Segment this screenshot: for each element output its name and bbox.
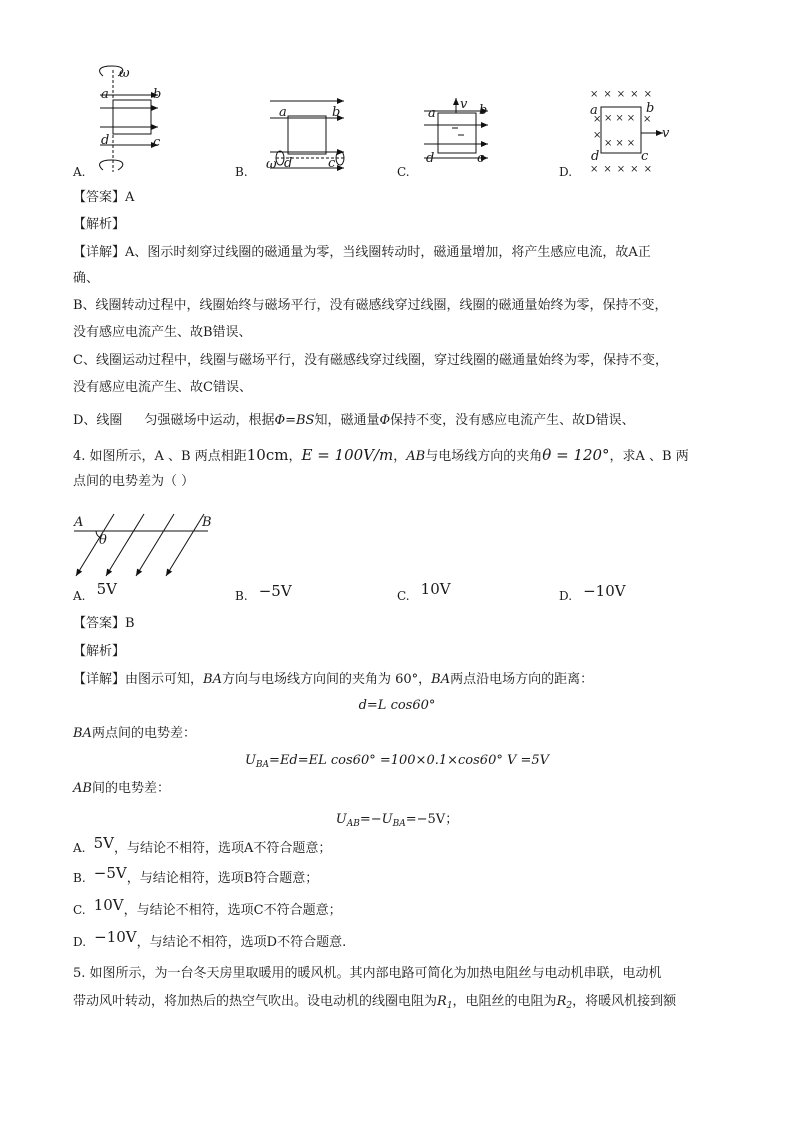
q3-detail-line4 [73, 412, 635, 430]
q3-detail-line2b: 没有感应电流产生、故B错误、 [73, 325, 252, 340]
option-label: A. [73, 841, 86, 855]
option-text: ，与结论不相符，选项D不符合题意. [136, 935, 347, 950]
q4-solution-d [73, 928, 347, 952]
q4-pd-label [73, 725, 196, 743]
q3-analysis-tag: 【解析】 [73, 217, 126, 232]
option-label: D. [73, 935, 87, 949]
q3-option-b: B. [235, 165, 248, 179]
q4-option-c [397, 580, 451, 604]
answer-tag: 【答案】 [73, 616, 126, 631]
text: 4. 如图所示，A 、B 两点相距 [73, 449, 247, 464]
option-value: 5V [93, 834, 115, 852]
option-value: 5V [96, 580, 117, 598]
cross-mark: × [630, 89, 644, 100]
option-value: 10V [420, 580, 451, 598]
q4-solution-c [73, 896, 342, 920]
fig-c-label-v: v [460, 97, 468, 112]
fig-d-right-cross1: × [643, 114, 652, 125]
fig-d-label-b: b [646, 101, 655, 116]
cross-mark: × [590, 164, 604, 175]
r1-symbol: R [437, 994, 447, 1009]
distance: 10cm [246, 446, 289, 464]
q4-option-d [559, 582, 626, 604]
q4-answer-line [73, 615, 135, 633]
option-label: B. [73, 871, 86, 885]
equation: =−5V； [405, 812, 459, 827]
text: 知，磁通量 [314, 413, 380, 428]
fig-a-label-b: b [153, 87, 162, 102]
text: ，电阻丝的电阻为 [452, 994, 557, 1009]
option-label: D. [559, 589, 573, 603]
text: 间的电势差： [91, 781, 170, 796]
cross-mark: × [643, 89, 657, 100]
q4-stem-line1 [73, 446, 689, 466]
fig-d-left-cross1: × [593, 114, 602, 125]
equation: =−U [359, 812, 393, 827]
text: 与电场线方向的夹角 [425, 449, 543, 464]
angle: θ = 120° [542, 446, 610, 464]
q4-option-a [73, 580, 117, 604]
q3-option-d: D. [559, 165, 573, 179]
fig-b-label-d: d [284, 156, 293, 171]
q3-detail-line1 [73, 244, 651, 262]
cross-mark: × [616, 164, 631, 175]
fig-d-label-v: v [662, 126, 670, 141]
u-subscript: BA [255, 760, 270, 770]
q4-solution-b [73, 864, 319, 888]
text: ，将暖风机接到额 [572, 994, 677, 1009]
option-text: ，与结论不相符，选项C不符合题意； [123, 903, 342, 918]
fig-d-label-a: a [590, 103, 598, 118]
q3-detail-line2: B、线圈转动过程中，线圈始终与磁场平行，没有磁感线穿过线圈，线圈的磁通量始终为零，保持不变， [73, 298, 668, 313]
text: 两点沿电场方向的距离： [450, 672, 594, 687]
q3-detail-line3b: 没有感应电流产生、故C错误、 [73, 380, 252, 395]
u-subscript: AB [346, 819, 360, 829]
cross-mark: × [604, 138, 616, 149]
option-value: −10V [583, 582, 626, 600]
fig-b-label-c: c [328, 156, 336, 171]
q4-option-b [235, 582, 292, 604]
fig-a-omega: ω [119, 66, 130, 81]
cross-mark: × [615, 138, 627, 149]
ab: AB [73, 781, 92, 796]
cross-mark: × [590, 89, 604, 100]
fig-d-left-cross2: × [593, 130, 602, 141]
text: D、线圈 [73, 413, 123, 428]
fig-b-label-b: b [332, 105, 341, 120]
cross-mark: × [626, 138, 639, 149]
q4-eq-distance: d=L cos60° [358, 698, 436, 713]
cross-mark: × [604, 113, 616, 124]
cross-mark: × [615, 113, 627, 124]
u-symbol: U [244, 753, 256, 768]
fig-d-label-c: c [641, 149, 649, 164]
q4-analysis-tag: 【解析】 [73, 644, 126, 659]
cross-mark: × [630, 164, 644, 175]
text: ， [288, 449, 302, 464]
text: 保持不变，没有感应电流产生、故D错误、 [390, 413, 635, 428]
ba: BA [73, 726, 92, 741]
option-text: ，与结论不相符，选项A不符合题意； [114, 841, 332, 856]
answer-value: A [125, 190, 135, 205]
q3-option-c: C. [397, 165, 410, 179]
text: ，求A 、B 两 [609, 449, 689, 464]
cross-mark: × [616, 89, 631, 100]
phi-symbol: Φ [379, 413, 391, 428]
cross-mark: × [603, 89, 617, 100]
option-text: ，与结论相符，选项B符合题意； [126, 871, 319, 886]
q3-detail-line1b: 确、 [73, 271, 100, 286]
fig-d-crosses-bottom [590, 164, 662, 176]
u-symbol: U [335, 812, 347, 827]
text: 方向与电场线方向间的夹角为 60°， [221, 672, 432, 687]
q4-fig-theta: θ [99, 533, 107, 548]
formula: Φ=BS [274, 413, 315, 428]
r2-symbol: R [556, 994, 567, 1009]
ab: AB [406, 449, 426, 464]
fig-c-label-c: c [477, 151, 485, 166]
r1-subscript: 1 [446, 1001, 453, 1011]
q3-detail-line3: C、线圈运动过程中，线圈与磁场平行，没有磁感线穿过线圈，穿过线圈的磁通量始终为零，保持不变， [73, 353, 668, 368]
fig-d-inner-row1 [604, 113, 640, 125]
q4-fig-label-b: B [202, 515, 212, 530]
q5-line1: 5. 如图所示，为一台冬天房里取暖用的暖风机。其内部电路可简化为加热电阻丝与电动机串联，电动机 [73, 966, 662, 981]
option-label: A. [73, 589, 86, 603]
q3-answer-line [73, 189, 134, 207]
option-value: −5V [93, 864, 127, 882]
option-value: −10V [94, 928, 137, 946]
text: 由图示可知， [125, 672, 204, 687]
option-label: C. [397, 589, 410, 603]
q5-line2 [73, 993, 676, 1015]
option-value: −5V [258, 582, 292, 600]
fig-b-label-a: a [279, 105, 287, 120]
q4-ab-label [73, 780, 170, 798]
detail-tag: 【详解】 [73, 672, 126, 687]
answer-value: B [125, 616, 135, 631]
option-label: B. [235, 589, 248, 603]
u-subscript: BA [392, 819, 406, 829]
q3-figures [0, 0, 794, 185]
q3-option-a: A. [73, 165, 86, 179]
q4-eq-uab [0, 808, 794, 829]
fig-d-inner-row2 [604, 138, 640, 150]
ba: BA [203, 672, 222, 687]
fig-a-label-d: d [101, 133, 110, 148]
option-label: C. [73, 903, 86, 917]
text: 带动风叶转动，将加热后的热空气吹出。设电动机的线圈电阻为 [73, 994, 438, 1009]
fig-a-label-c: c [153, 135, 161, 150]
fig-b-omega: ω [266, 157, 277, 172]
field-strength: E = 100V/m [301, 446, 394, 464]
equation: =Ed=EL cos60° =100×0.1×cos60° V =5V [269, 753, 550, 768]
q4-detail-line1 [73, 671, 593, 689]
detail-text: A、图示时刻穿过线圈的磁通量为零，当线圈转动时，磁通量增加，将产生感应电流，故A正 [125, 245, 651, 260]
text: 匀强磁场中运动，根据 [144, 413, 275, 428]
fig-d-label-d: d [591, 149, 600, 164]
ba: BA [431, 672, 451, 687]
text: 两点间的电势差： [91, 726, 196, 741]
q4-stem-line2: 点间的电势差为（ ） [73, 474, 195, 489]
fig-c-label-d: d [426, 151, 435, 166]
q4-solution-a [73, 834, 332, 858]
r2-subscript: 2 [566, 1001, 573, 1011]
fig-c-label-b: b [479, 103, 488, 118]
q4-eq-uba [0, 753, 794, 770]
fig-a-label-a: a [101, 87, 109, 102]
cross-mark: × [603, 164, 617, 175]
fig-c-label-a: a [428, 106, 436, 121]
cross-mark: × [626, 113, 639, 124]
text: ， [393, 449, 407, 464]
detail-tag: 【详解】 [73, 245, 126, 260]
option-value: 10V [93, 896, 124, 914]
cross-mark: × [643, 164, 657, 175]
answer-tag: 【答案】 [73, 190, 126, 205]
q4-fig-label-a: A [74, 515, 84, 530]
